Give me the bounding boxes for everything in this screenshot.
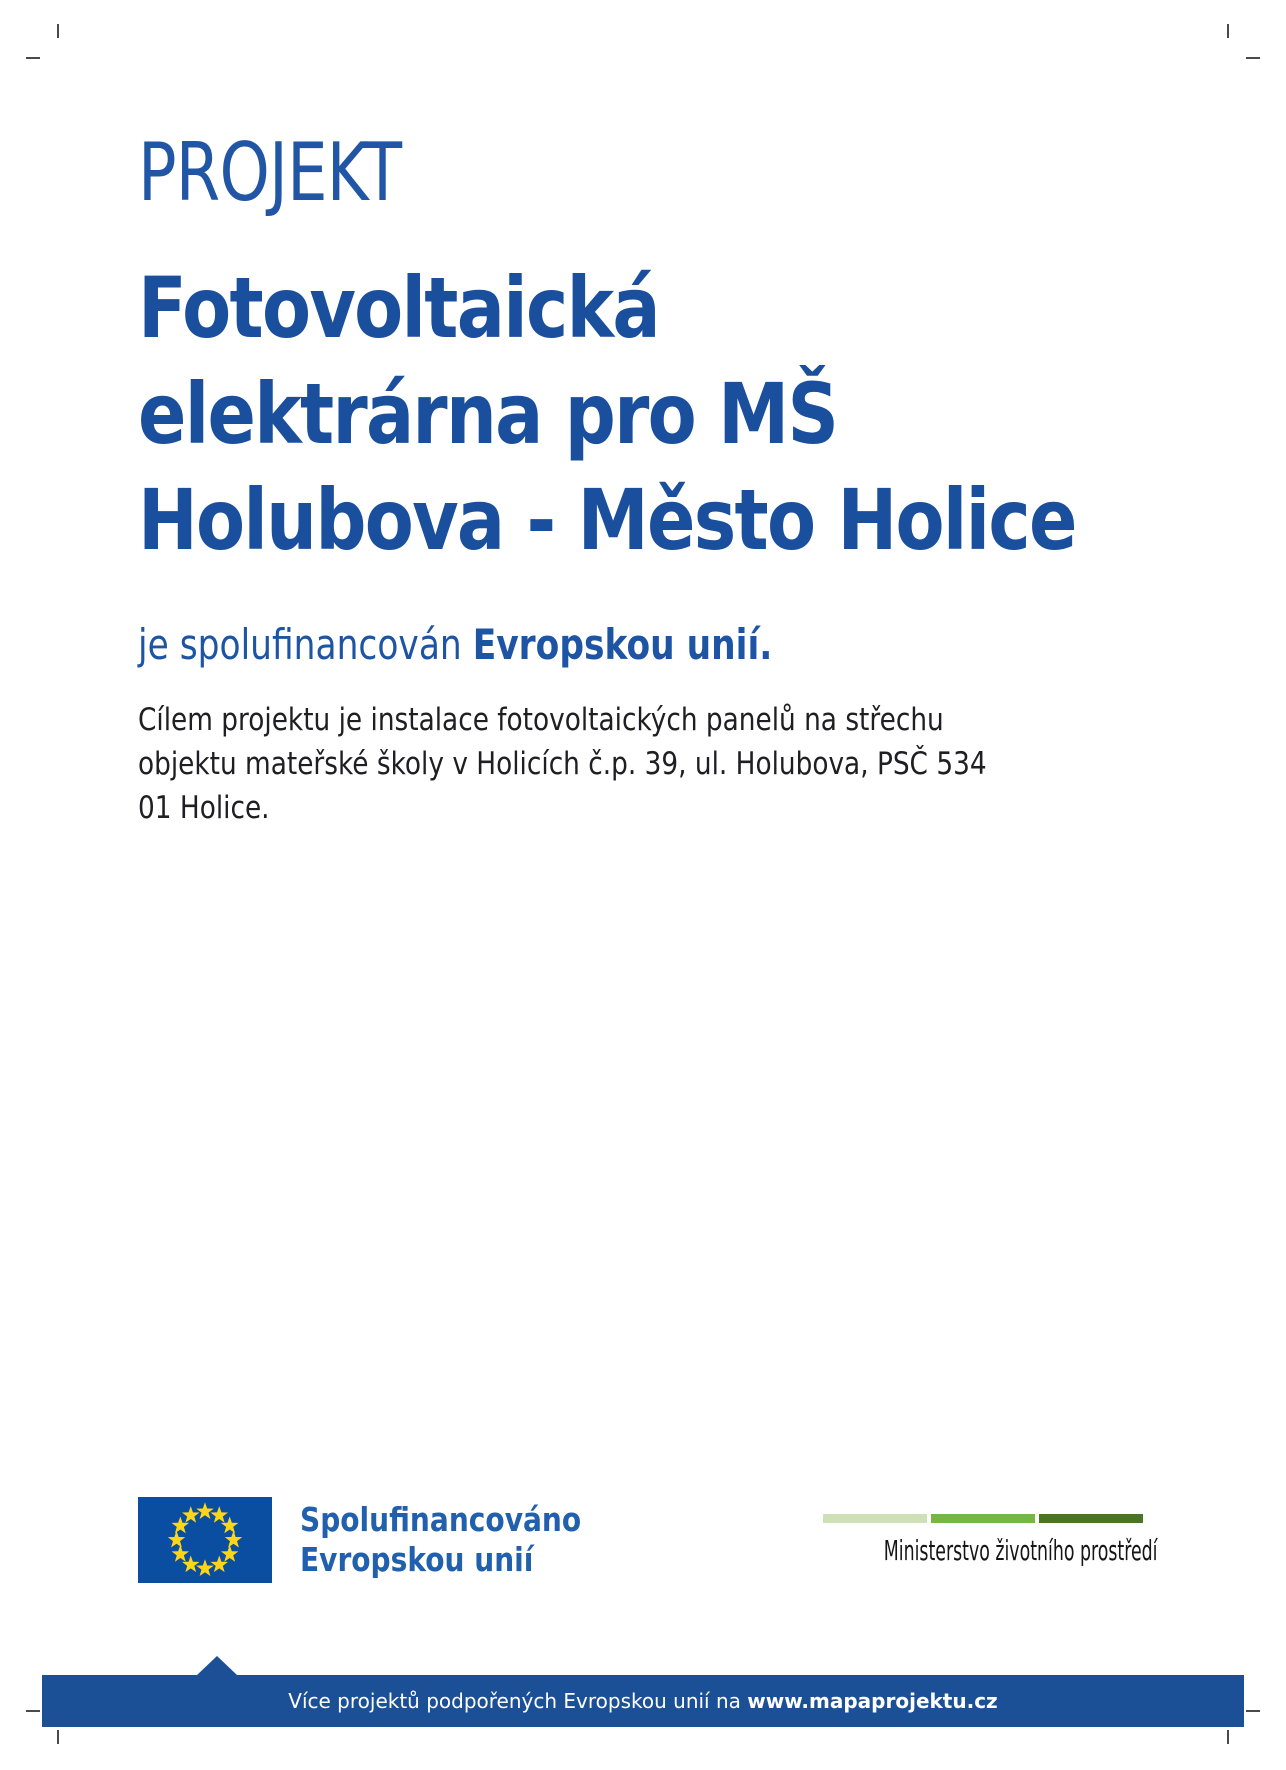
ministry-bar-medium-green: [931, 1514, 1035, 1523]
crop-mark-bottom-left-vertical: [57, 1730, 59, 1744]
crop-mark-bottom-left-horizontal: [26, 1710, 40, 1712]
project-title-line-2: elektrárna pro MŠ: [138, 365, 838, 463]
project-description: [138, 698, 987, 830]
footer-pointer-triangle-icon: [197, 1656, 237, 1675]
eu-cofunded-label-line-1: Spolufinancováno: [300, 1500, 582, 1539]
crop-mark-bottom-right-horizontal: [1246, 1710, 1260, 1712]
footer-url: www.mapaprojektu.cz: [747, 1689, 998, 1713]
ministry-bars-icon: [823, 1514, 1143, 1523]
project-description-line-3: 01 Holice.: [138, 790, 270, 826]
footer-text: Více projektů podpořených Evropskou unií na: [288, 1689, 748, 1713]
project-title: [138, 255, 1076, 573]
eu-cofunded-label: [300, 1500, 581, 1580]
crop-mark-top-right-vertical: [1227, 24, 1229, 38]
crop-mark-bottom-right-vertical: [1227, 1730, 1229, 1744]
ministry-bar-dark-green: [1039, 1514, 1143, 1523]
eu-cofunded-label-line-2: Evropskou unií: [300, 1540, 534, 1579]
crop-mark-top-left-horizontal: [26, 57, 40, 59]
cofinancing-subtitle-regular: je spolufinancován: [138, 620, 473, 669]
ministry-bar-light-green: [823, 1514, 927, 1523]
ministry-label: Ministerstvo životního prostředí: [883, 1534, 1158, 1567]
kicker-projekt: PROJEKT: [138, 126, 402, 219]
project-title-line-3: Holubova - Město Holice: [138, 471, 1076, 569]
cofinancing-subtitle: [138, 618, 772, 672]
eu-cofunded-logo: [138, 1497, 631, 1583]
project-title-line-1: Fotovoltaická: [138, 259, 659, 357]
crop-mark-top-left-vertical: [57, 24, 59, 38]
project-description-line-2: objektu mateřské školy v Holicích č.p. 39, ul. Holubova, PSČ 534: [138, 746, 987, 782]
footer-bar: [42, 1675, 1244, 1727]
eu-flag-icon: [138, 1497, 272, 1583]
cofinancing-subtitle-bold: Evropskou unií.: [472, 620, 773, 669]
ministry-logo: [823, 1514, 1158, 1567]
crop-mark-top-right-horizontal: [1246, 57, 1260, 59]
project-description-line-1: Cílem projektu je instalace fotovoltaických panelů na střechu: [138, 702, 944, 738]
